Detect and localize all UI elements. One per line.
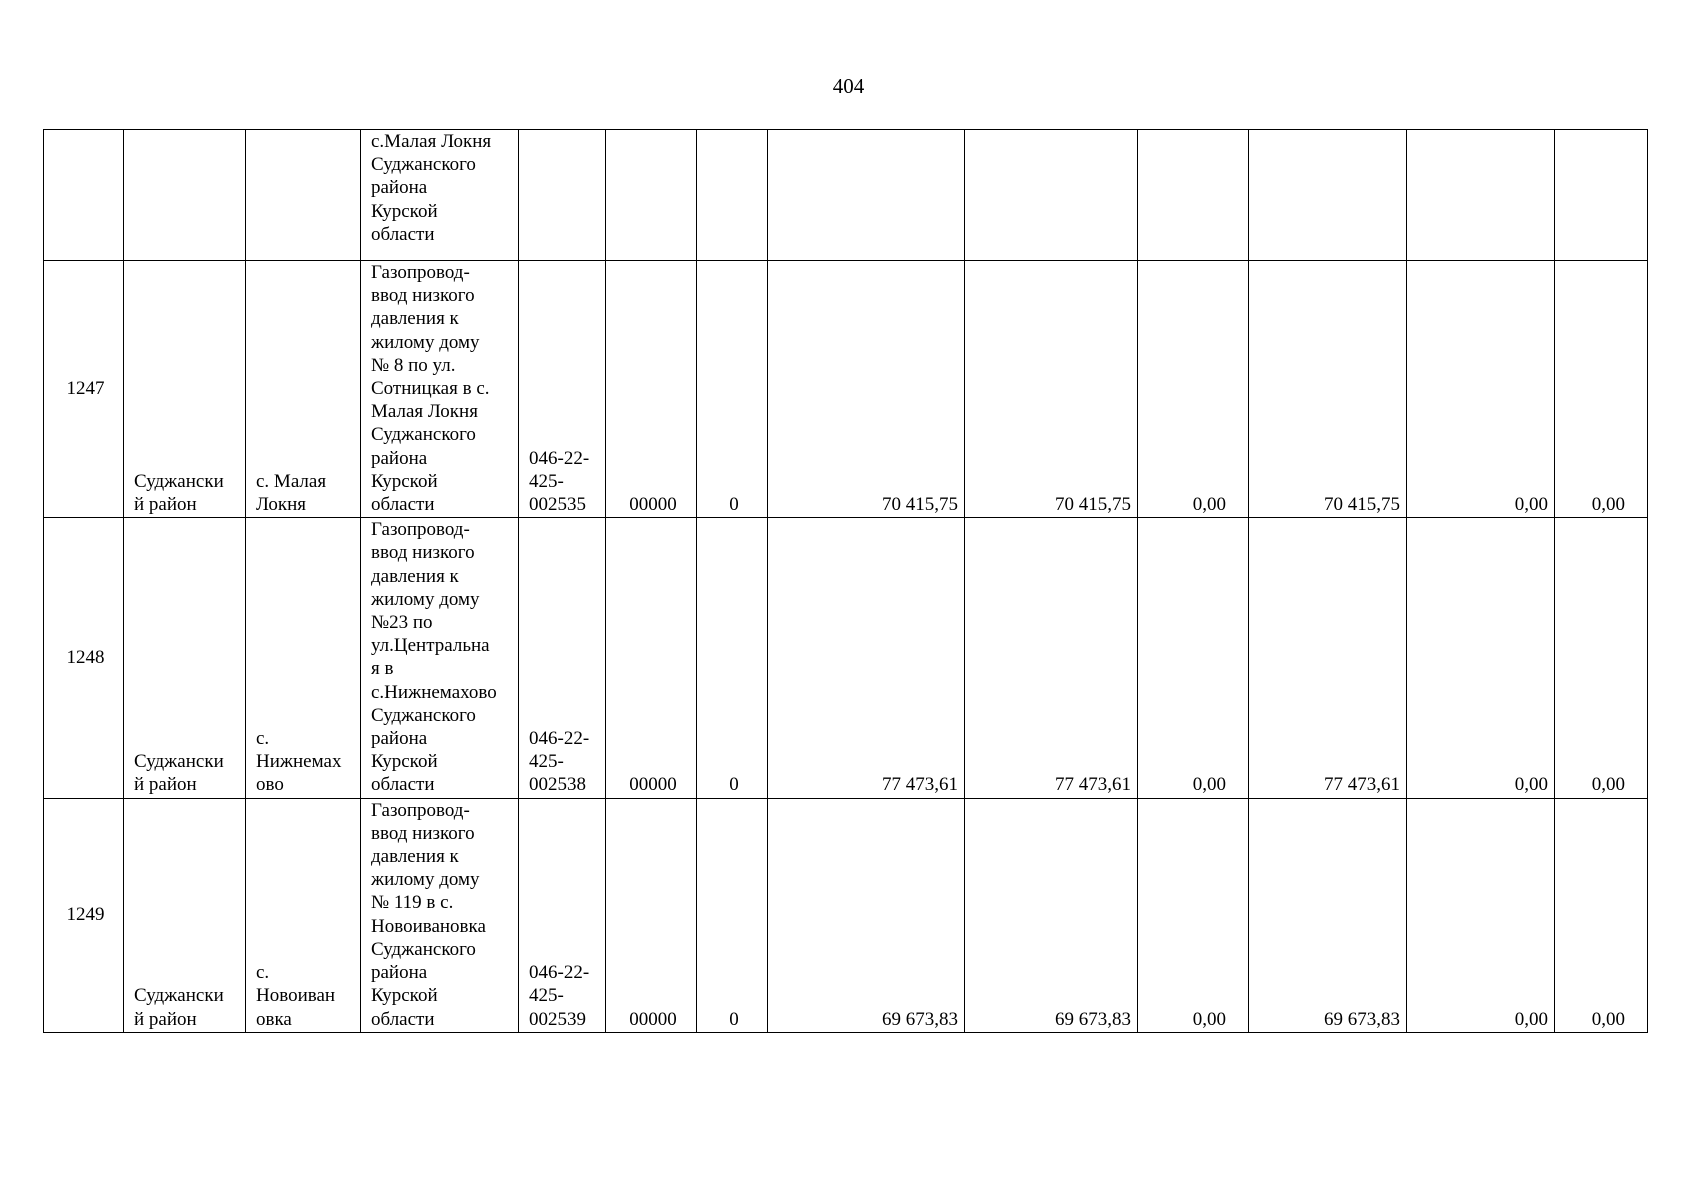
cell-c13: 0,00 bbox=[1555, 798, 1648, 1032]
object-name-cell: Газопровод- ввод низкого давления к жилому дому №23 по ул.Центральна я в с.Нижнемахово Суджанского района Курской области bbox=[361, 518, 519, 798]
cell-c13: 0,00 bbox=[1555, 518, 1648, 798]
cell-c7: 0 bbox=[697, 261, 768, 518]
cell-c13: 0,00 bbox=[1555, 261, 1648, 518]
cell-empty bbox=[768, 130, 965, 261]
cell-c8: 77 473,61 bbox=[768, 518, 965, 798]
cell-empty bbox=[124, 130, 246, 261]
district-cell: Суджански й район bbox=[124, 518, 246, 798]
asset-registry-table bbox=[43, 129, 1648, 1033]
cell-c7: 0 bbox=[697, 518, 768, 798]
cell-c10: 0,00 bbox=[1138, 798, 1249, 1032]
cell-empty bbox=[697, 130, 768, 261]
cell-empty bbox=[1407, 130, 1555, 261]
locality-cell: с. Нижнемах ово bbox=[246, 518, 361, 798]
locality-cell: с. Малая Локня bbox=[246, 261, 361, 518]
row-number-cell: 1249 bbox=[44, 798, 124, 1032]
cell-c6: 00000 bbox=[606, 798, 697, 1032]
cell-c11: 70 415,75 bbox=[1249, 261, 1407, 518]
row-number-cell: 1247 bbox=[44, 261, 124, 518]
row-number-cell: 1248 bbox=[44, 518, 124, 798]
object-name-cell: Газопровод- ввод низкого давления к жилому дому № 119 в с. Новоивановка Суджанского района Курской области bbox=[361, 798, 519, 1032]
table-row-continuation bbox=[44, 130, 1648, 261]
cell-empty bbox=[519, 130, 606, 261]
cell-empty bbox=[1138, 130, 1249, 261]
object-name-cell: с.Малая Локня Суджанского района Курской области bbox=[361, 130, 519, 261]
cell-c12: 0,00 bbox=[1407, 518, 1555, 798]
cell-c6: 00000 bbox=[606, 518, 697, 798]
cell-c9: 70 415,75 bbox=[965, 261, 1138, 518]
cell-empty bbox=[1555, 130, 1648, 261]
table-row bbox=[44, 518, 1648, 798]
cell-c8: 70 415,75 bbox=[768, 261, 965, 518]
cell-empty bbox=[1249, 130, 1407, 261]
cell-c11: 77 473,61 bbox=[1249, 518, 1407, 798]
cell-c6: 00000 bbox=[606, 261, 697, 518]
district-cell: Суджански й район bbox=[124, 798, 246, 1032]
cell-c9: 69 673,83 bbox=[965, 798, 1138, 1032]
registry-code-cell: 046-22- 425- 002538 bbox=[519, 518, 606, 798]
cell-c8: 69 673,83 bbox=[768, 798, 965, 1032]
cell-c12: 0,00 bbox=[1407, 798, 1555, 1032]
cell-empty bbox=[44, 130, 124, 261]
locality-cell: с. Новоиван овка bbox=[246, 798, 361, 1032]
cell-c10: 0,00 bbox=[1138, 518, 1249, 798]
cell-c12: 0,00 bbox=[1407, 261, 1555, 518]
cell-empty bbox=[246, 130, 361, 261]
cell-empty bbox=[606, 130, 697, 261]
object-name-cell: Газопровод- ввод низкого давления к жилому дому № 8 по ул. Сотницкая в с. Малая Локня Суджанского района Курской области bbox=[361, 261, 519, 518]
cell-c10: 0,00 bbox=[1138, 261, 1249, 518]
registry-code-cell: 046-22- 425- 002539 bbox=[519, 798, 606, 1032]
cell-c7: 0 bbox=[697, 798, 768, 1032]
district-cell: Суджански й район bbox=[124, 261, 246, 518]
registry-code-cell: 046-22- 425- 002535 bbox=[519, 261, 606, 518]
table-row bbox=[44, 798, 1648, 1032]
cell-c9: 77 473,61 bbox=[965, 518, 1138, 798]
cell-empty bbox=[965, 130, 1138, 261]
page-number: 404 bbox=[832, 74, 865, 98]
cell-c11: 69 673,83 bbox=[1249, 798, 1407, 1032]
table-row bbox=[44, 261, 1648, 518]
